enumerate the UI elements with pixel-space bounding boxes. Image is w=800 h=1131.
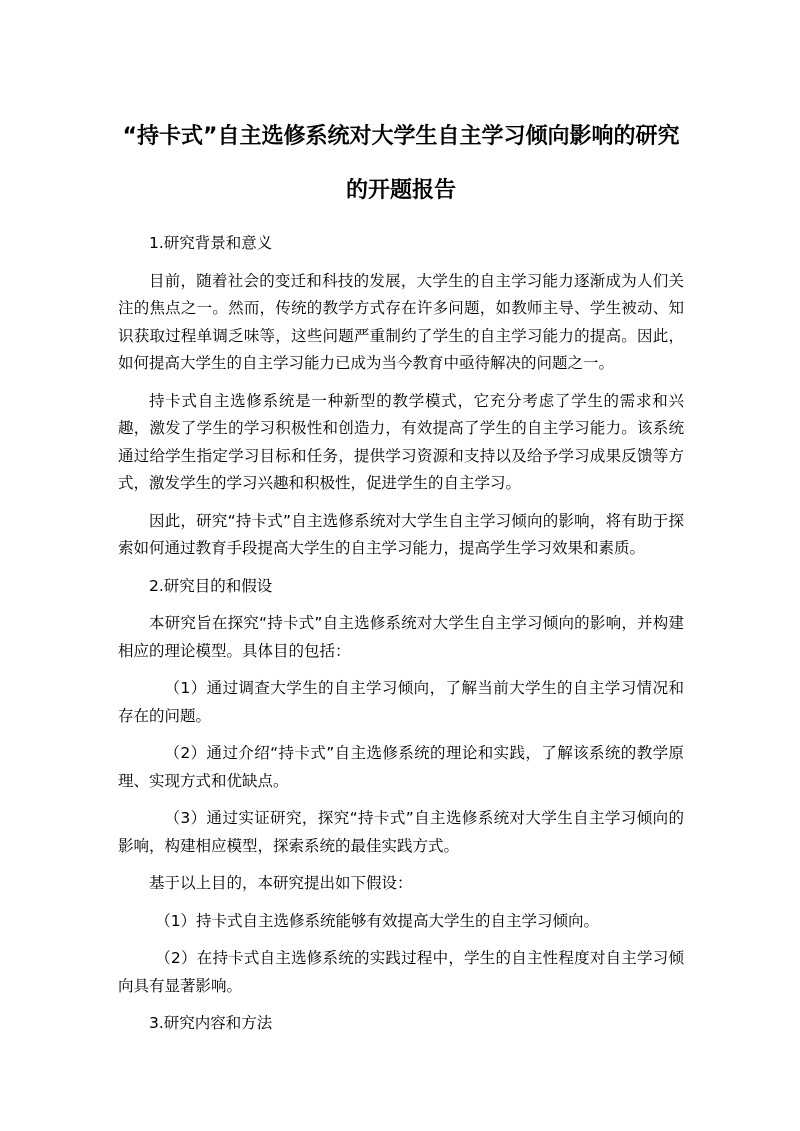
background-paragraph-2: 持卡式自主选修系统是一种新型的教学模式，它充分考虑了学生的需求和兴趣，激发了学生的学习积极性和创造力，有效提高了学生的自主学习能力。该系统通过给学生指定学习目标和任务，提供学习资源和支持以及给予学习成果反馈等方式，激发学生的学习兴趣和积极性，促进学生的自主学习。 — [118, 391, 684, 492]
goal-item-1: （1）通过调查大学生的自主学习倾向，了解当前大学生的自主学习情况和存在的问题。 — [118, 679, 684, 725]
section-heading-methods: 3.研究内容和方法 — [149, 1014, 273, 1032]
background-paragraph-1: 目前，随着社会的变迁和科技的发展，大学生的自主学习能力逐渐成为人们关注的焦点之一。然而，传统的教学方式存在许多问题，如教师主导、学生被动、知识获取过程单调乏味等，这些问题严重制约了学生的自主学习能力的提高。因此，如何提高大学生的自主学习能力已成为当今教育中亟待解决的问题之一。 — [118, 271, 684, 372]
document-body — [118, 230, 684, 1048]
section-heading-goals: 2.研究目的和假设 — [149, 576, 273, 595]
document-title: “持卡式”自主选修系统对大学生自主学习倾向影响的研究的开题报告 — [122, 124, 680, 203]
goal-item-2: （2）通过介绍“持卡式”自主选修系统的理论和实践，了解该系统的教学原理、实现方式和优缺点。 — [118, 744, 684, 790]
hypothesis-item-1: （1）持卡式自主选修系统能够有效提高大学生的自主学习倾向。 — [155, 911, 600, 930]
section-heading-background: 1.研究背景和意义 — [149, 234, 273, 252]
background-paragraph-3: 因此，研究“持卡式”自主选修系统对大学生自主学习倾向的影响，将有助于探索如何通过教育手段提高大学生的自主学习能力，提高学生学习效果和素质。 — [118, 511, 684, 557]
goals-intro-paragraph: 本研究旨在探究“持卡式”自主选修系统对大学生自主学习倾向的影响，并构建相应的理论模型。具体目的包括： — [118, 614, 684, 660]
hypothesis-item-2: （2）在持卡式自主选修系统的实践过程中，学生的自主性程度对自主学习倾向具有显著影响。 — [118, 949, 684, 995]
goal-item-3: （3）通过实证研究，探究“持卡式”自主选修系统对大学生自主学习倾向的影响，构建相应模型，探索系统的最佳实践方式。 — [118, 809, 684, 855]
hypothesis-intro-paragraph: 基于以上目的，本研究提出如下假设： — [149, 874, 413, 892]
